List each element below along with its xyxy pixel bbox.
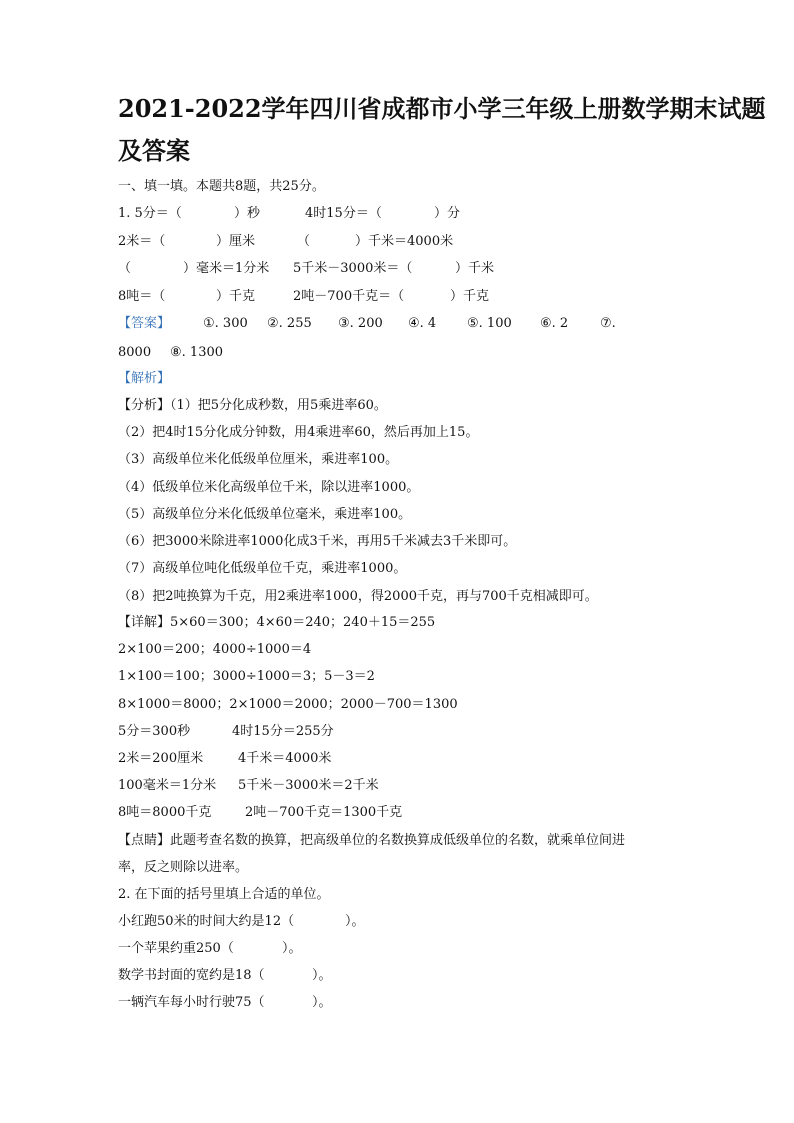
q-text: ）千克: [216, 289, 256, 304]
q-text: ）厘米: [216, 234, 256, 249]
question-row: [0, 993, 794, 1013]
page-title-cont: 及答案: [118, 136, 190, 165]
q-text: ）千米＝4000米: [355, 234, 454, 249]
analysis-text: （5）高级单位分米化低级单位毫米，乘进率100。: [118, 507, 412, 522]
result-line: [0, 776, 794, 796]
analysis-line: [0, 505, 794, 525]
analysis-line: [0, 396, 794, 416]
q-text: 4时15分＝（: [305, 206, 382, 221]
question-row: [0, 966, 794, 986]
result-text: 5千米－3000米＝2千米: [238, 778, 379, 793]
prompt-text: 2. 在下面的括号里填上合适的单位。: [118, 887, 330, 902]
analysis-label: 【解析】: [118, 371, 171, 386]
analysis-text: （8）把2吨换算为千克，用2乘进率1000，得2000千克，再与700千克相减即可。: [118, 589, 598, 604]
result-text: 4时15分＝255分: [232, 724, 334, 739]
result-text: 100毫米＝1分米: [118, 778, 217, 793]
q-text: ）秒: [234, 206, 261, 221]
question-row: [0, 232, 794, 252]
detail-text: 1×100＝100；3000÷1000＝3；5－3＝2: [118, 669, 375, 684]
result-line: [0, 749, 794, 769]
question-row: [0, 204, 794, 224]
analysis-text: （6）把3000米除进率1000化成3千米，再用5千米减去3千米即可。: [118, 534, 517, 549]
answer-item: ④. 4: [408, 316, 437, 331]
q-text: 小红跑50米的时间大约是12（: [118, 914, 295, 929]
answer-row: [0, 343, 794, 363]
q-text: ）。: [312, 968, 332, 983]
q-text: 8吨＝（: [118, 289, 166, 304]
question-row: [0, 939, 794, 959]
q-text: ）。: [345, 914, 365, 929]
analysis-line: [0, 450, 794, 470]
q-text: （: [297, 234, 311, 249]
answer-item: ⑦.: [600, 316, 616, 331]
comment-line: [0, 831, 794, 851]
analysis-text: （3）高级单位米化低级单位厘米，乘进率100。: [118, 452, 399, 467]
analysis-line: [0, 587, 794, 607]
q-text: ）。: [312, 995, 332, 1010]
analysis-text: 【分析】（1）把5分化成秒数，用5乘进率60。: [118, 398, 387, 413]
analysis-line: [0, 478, 794, 498]
result-text: 4千米＝4000米: [238, 751, 332, 766]
section-heading: [0, 177, 794, 197]
q-text: 一个苹果约重250（: [118, 941, 234, 956]
q-text: （: [118, 261, 132, 276]
q-text: 1. 5分＝（: [118, 206, 182, 221]
detail-line: [0, 640, 794, 660]
q-text: 2吨－700千克＝（: [293, 289, 405, 304]
answer-item: ②. 255: [267, 316, 312, 331]
analysis-text: （2）把4时15分化成分钟数，用4乘进率60，然后再加上15。: [118, 425, 479, 440]
detail-text: 8×1000＝8000；2×1000＝2000；2000－700＝1300: [118, 697, 458, 712]
detail-line: [0, 667, 794, 687]
question-row: [0, 259, 794, 279]
analysis-line: [0, 423, 794, 443]
result-text: 2吨－700千克＝1300千克: [245, 805, 403, 820]
result-text: 2米＝200厘米: [118, 751, 204, 766]
q-text: 一辆汽车每小时行驶75（: [118, 995, 265, 1010]
detail-text: 2×100＝200；4000÷1000＝4: [118, 642, 312, 657]
question-row: [0, 912, 794, 932]
page-title: 2021-2022学年四川省成都市小学三年级上册数学期末试题: [118, 94, 766, 123]
answer-item: ⑧. 1300: [170, 345, 224, 360]
q-text: ）千米: [455, 261, 495, 276]
comment-text: 率，反之则除以进率。: [118, 860, 249, 875]
detail-text: 【详解】5×60＝300；4×60＝240；240＋15＝255: [118, 615, 436, 630]
comment-text: 【点睛】此题考查名数的换算，把高级单位的名数换算成低级单位的名数，就乘单位间进: [118, 833, 626, 848]
question-row: [0, 287, 794, 307]
question-prompt: [0, 885, 794, 905]
result-line: [0, 722, 794, 742]
result-text: 8吨＝8000千克: [118, 805, 212, 820]
analysis-text: （4）低级单位米化高级单位千米，除以进率1000。: [118, 480, 420, 495]
analysis-heading: [0, 369, 794, 389]
analysis-line: [0, 559, 794, 579]
comment-line: [0, 858, 794, 878]
answer-item: ⑥. 2: [540, 316, 569, 331]
detail-line: [0, 695, 794, 715]
q-text: ）分: [434, 206, 461, 221]
analysis-text: （7）高级单位吨化低级单位千克，乘进率1000。: [118, 561, 407, 576]
answer-label: 【答案】: [118, 316, 171, 331]
q-text: ）。: [282, 941, 302, 956]
q-text: 2米＝（: [118, 234, 166, 249]
answer-item: ③. 200: [338, 316, 383, 331]
q-text: ）毫米＝1分米: [183, 261, 270, 276]
detail-line: [0, 613, 794, 633]
q-text: ）千克: [450, 289, 490, 304]
q-text: 数学书封面的宽约是18（: [118, 968, 265, 983]
result-text: 5分＝300秒: [118, 724, 191, 739]
result-line: [0, 803, 794, 823]
q-text: 5千米－3000米＝（: [293, 261, 413, 276]
answer-item: 8000: [118, 345, 152, 360]
answer-item: ①. 300: [203, 316, 248, 331]
analysis-line: [0, 532, 794, 552]
section-text: 一、填一填。本题共8题，共25分。: [118, 179, 325, 194]
answer-row: [0, 314, 794, 334]
answer-item: ⑤. 100: [467, 316, 512, 331]
